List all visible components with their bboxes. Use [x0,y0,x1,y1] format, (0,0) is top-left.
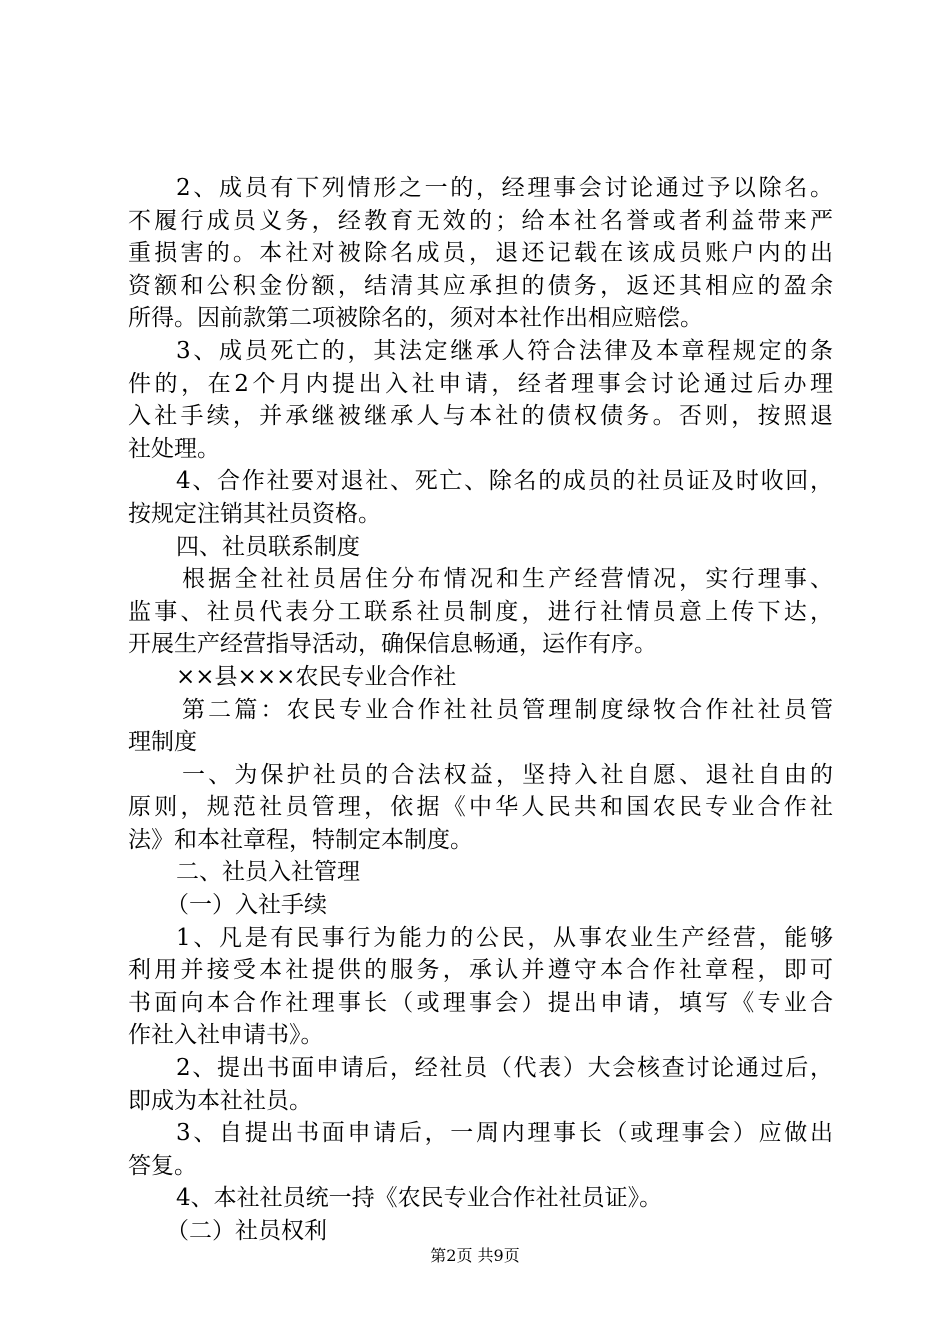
text-line: 3、自提出书面申请后，一周内理事长（或理事会）应做出 [176,1120,833,1147]
text-line: 四、社员联系制度 [176,533,360,560]
text-line: 所得。因前款第二项被除名的，须对本社作出相应赔偿。 [128,305,703,332]
page-footer: 第2页 共9页 [430,1246,520,1265]
text-line: 作社入社申请书》。 [128,1022,324,1049]
text-line: 第二篇：农民专业合作社社员管理制度绿牧合作社社员管 [182,696,833,723]
text-line: （二）社员权利 [166,1218,327,1244]
text-line: 社处理。 [128,435,220,462]
text-line: （一）入社手续 [166,892,327,919]
document-body [128,172,833,1248]
text-line: 即成为本社社员。 [128,1087,312,1114]
text-line: 一、为保护社员的合法权益，坚持入社自愿、退社自由的 [182,761,833,788]
text-line: 不履行成员义务，经教育无效的；给本社名誉或者利益带来严 [128,207,833,234]
text-line: 监事、社员代表分工联系社员制度，进行社情员意上传下达， [128,598,833,625]
text-line: 资额和公积金份额，结清其应承担的债务，返还其相应的盈余 [128,272,833,299]
text-line: ××县×××农民专业合作社 [176,663,457,690]
text-line: 法》和本社章程，特制定本制度。 [128,826,473,853]
text-line: 理制度 [128,729,197,756]
text-line: 重损害的。本社对被除名成员，退还记载在该成员账户内的出 [128,240,833,267]
text-line: 原则，规范社员管理，依据《中华人民共和国农民专业合作社 [128,794,833,821]
text-line: 2、提出书面申请后，经社员（代表）大会核查讨论通过后， [176,1055,833,1082]
text-line: 4、合作社要对退社、死亡、除名的成员的社员证及时收回， [176,468,833,495]
text-line: 件的，在2个月内提出入社申请，经者理事会讨论通过后办理 [128,370,833,397]
text-line: 根据全社社员居住分布情况和生产经营情况，实行理事、 [182,566,833,593]
text-line: 利用并接受本社提供的服务，承认并遵守本合作社章程，即可 [128,957,833,984]
text-line: 按规定注销其社员资格。 [128,500,381,527]
text-line: 开展生产经营指导活动，确保信息畅通，运作有序。 [128,631,657,658]
text-line: 1、凡是有民事行为能力的公民，从事农业生产经营，能够 [176,924,833,951]
text-line: 书面向本合作社理事长（或理事会）提出申请，填写《专业合 [128,989,833,1016]
text-line: 二、社员入社管理 [176,859,360,886]
text-line: 4、本社社员统一持《农民专业合作社社员证》。 [176,1185,663,1212]
text-line: 3、成员死亡的，其法定继承人符合法律及本章程规定的条 [176,337,833,364]
text-line: 答复。 [128,1152,197,1179]
text-line: 入社手续，并承继被继承人与本社的债权债务。否则，按照退 [128,403,833,430]
text-line: 2、成员有下列情形之一的，经理事会讨论通过予以除名。 [176,175,833,201]
